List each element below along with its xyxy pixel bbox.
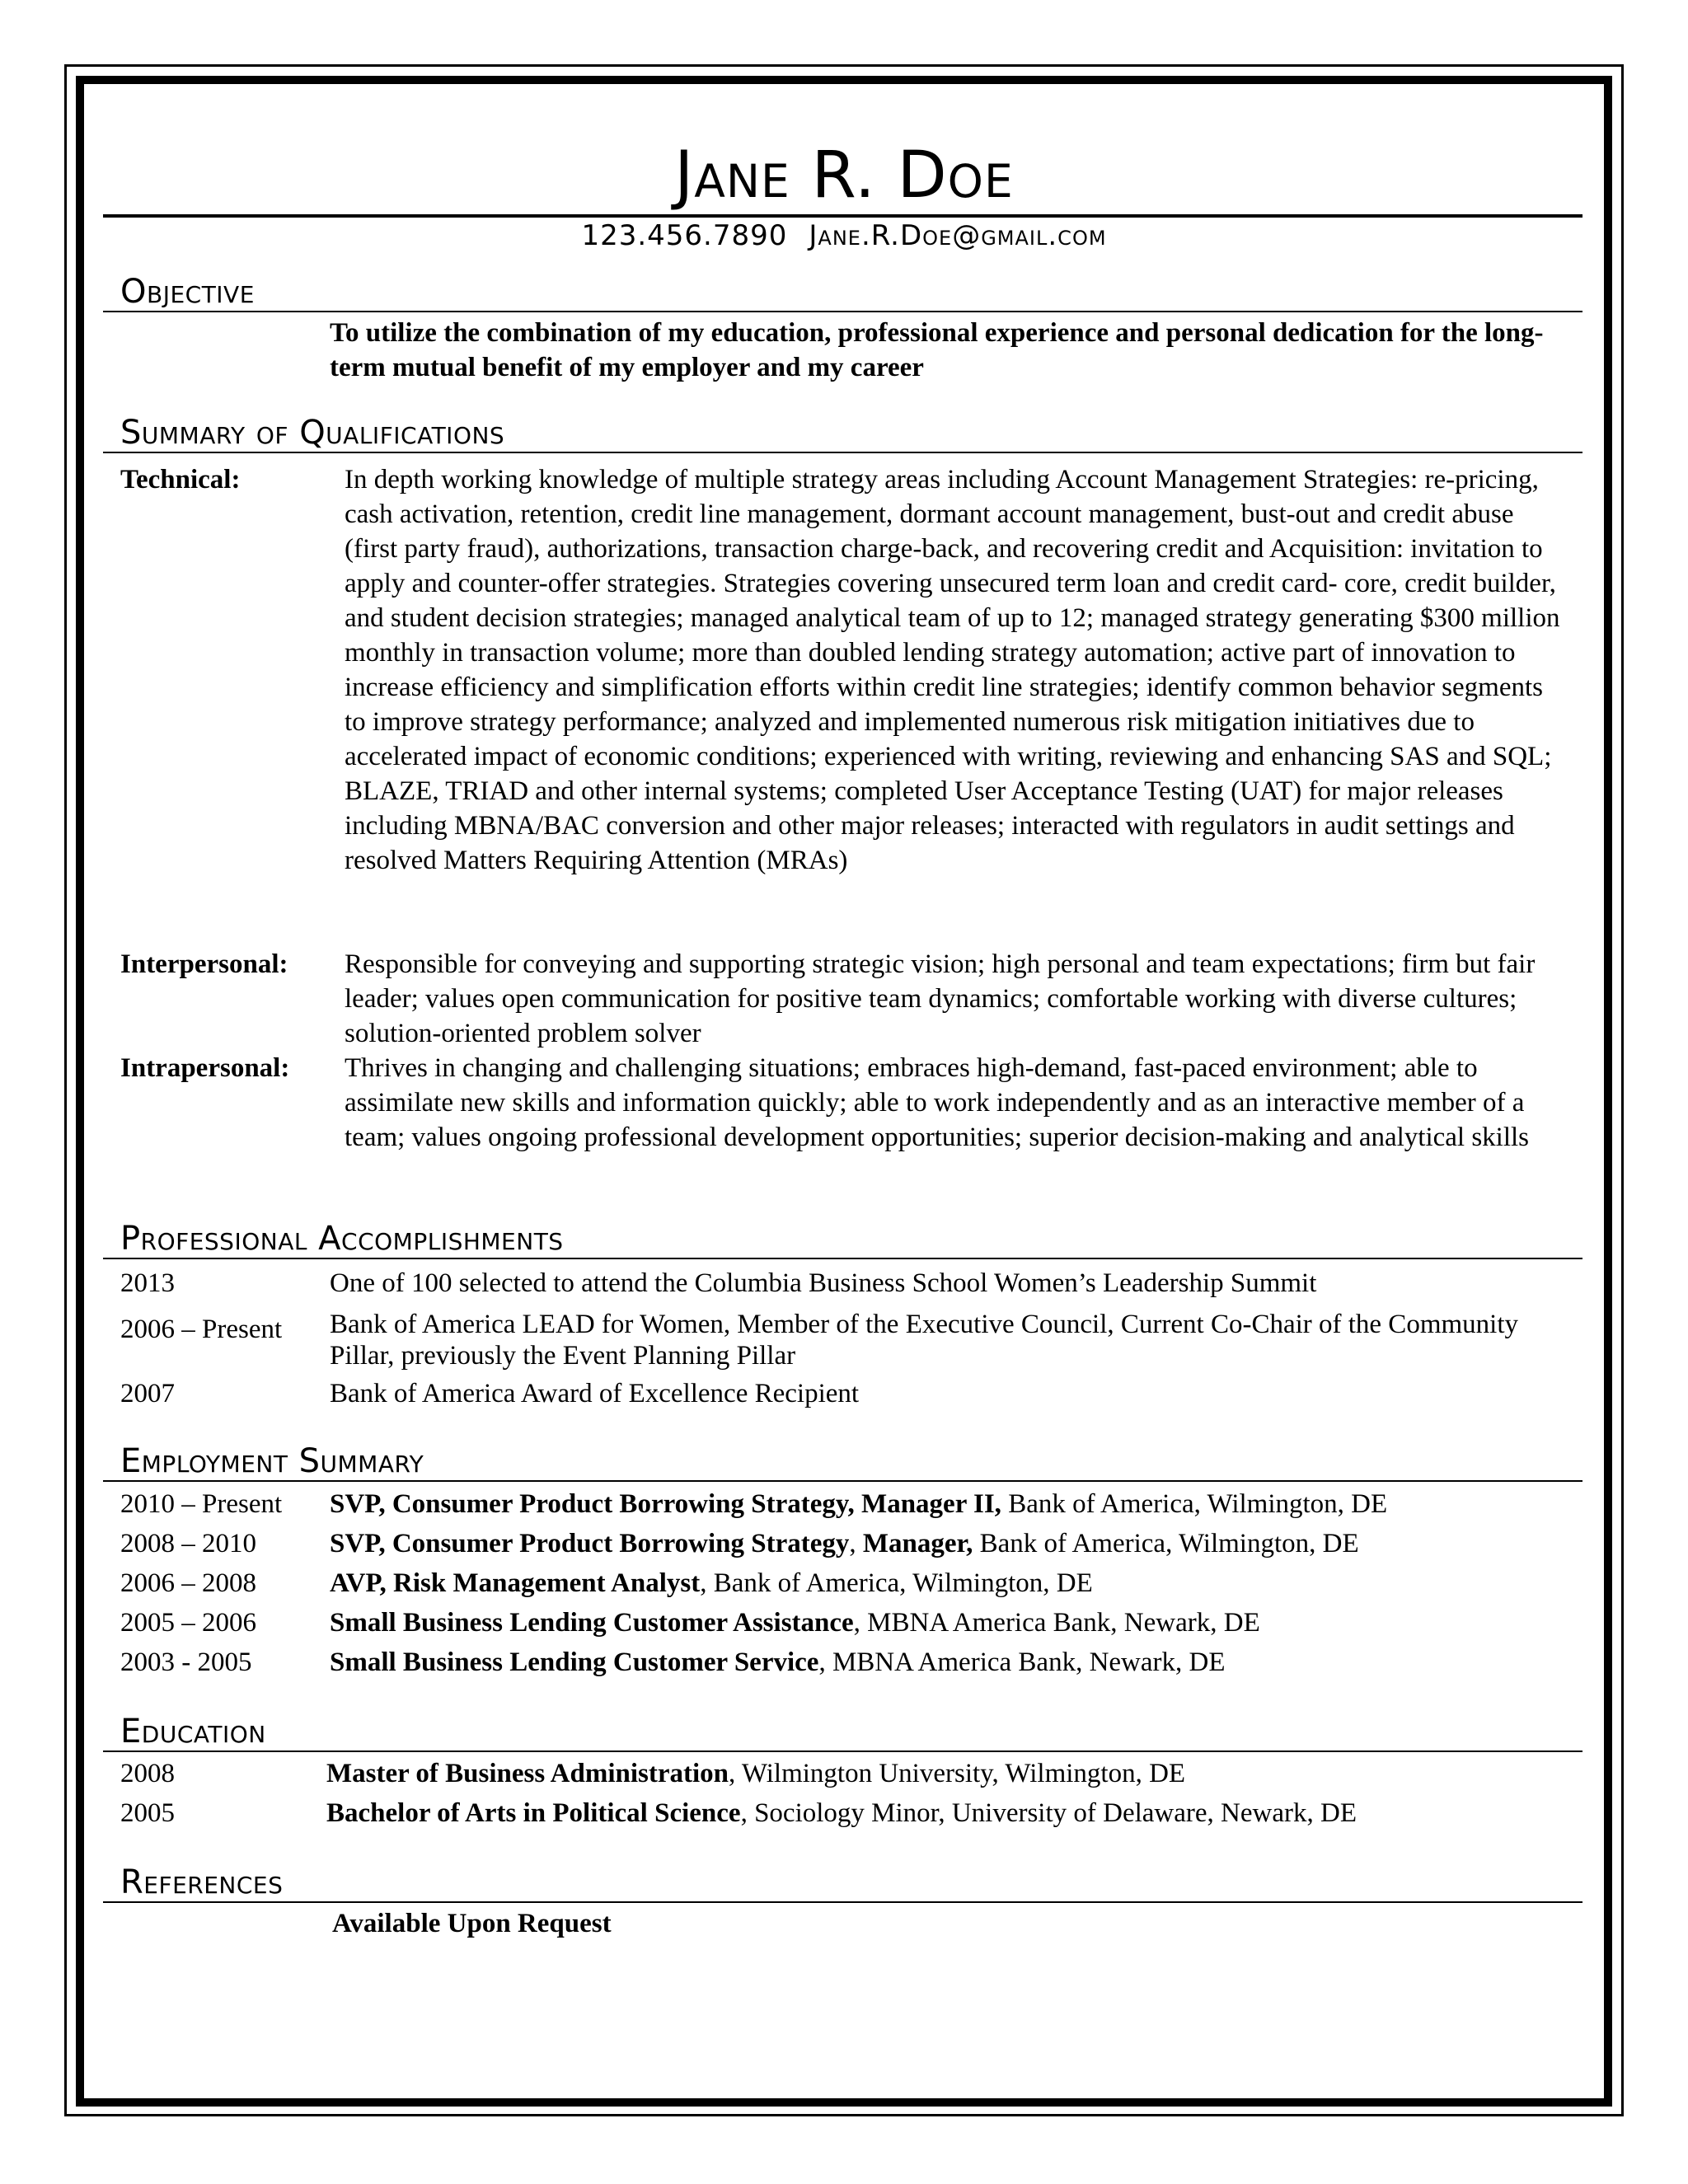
- employment-years: 2008 – 2010: [120, 1529, 256, 1558]
- education-year: 2005: [120, 1798, 175, 1828]
- employment-entry: [330, 1487, 1582, 1521]
- qual-label-technical: Technical:: [120, 465, 241, 494]
- employment-entry: [330, 1605, 1582, 1640]
- objective-divider: [103, 311, 1582, 312]
- employment-entry: [330, 1645, 1582, 1680]
- name-divider: [103, 214, 1582, 218]
- employment-employer: , MBNA America Bank, Newark, DE: [818, 1647, 1226, 1677]
- education-entry: [326, 1796, 1579, 1830]
- education-school: , Wilmington University, Wilmington, DE: [729, 1759, 1186, 1788]
- education-degree: Bachelor of Arts in Political Science: [326, 1798, 741, 1828]
- objective-text: To utilize the combination of my education, professional experience and personal dedication for the long-term mutual benefit of my employer and my career: [330, 318, 1544, 382]
- accomplishment-year: 2006 – Present: [120, 1315, 283, 1344]
- resume-name: Jane R. Doe: [674, 138, 1014, 213]
- education-heading: Education: [120, 1713, 266, 1750]
- employment-employer: Bank of America, Wilmington, DE: [1001, 1489, 1388, 1519]
- qual-label-intrapersonal: Intrapersonal:: [120, 1053, 290, 1083]
- accomplishment-text: Bank of America Award of Excellence Recipient: [330, 1379, 860, 1408]
- employment-role: SVP, Consumer Product Borrowing Strategy: [330, 1529, 850, 1558]
- email: Jane.R.Doe@gmail.com: [809, 219, 1107, 252]
- references-text: Available Upon Request: [332, 1909, 612, 1938]
- contact-line: [0, 219, 1688, 252]
- employment-employer: Bank of America, Wilmington, DE: [973, 1529, 1359, 1558]
- employment-employer: , MBNA America Bank, Newark, DE: [853, 1608, 1260, 1638]
- accomplishment-year: 2007: [120, 1379, 175, 1408]
- phone: 123.456.7890: [581, 219, 788, 252]
- objective-heading: Objective: [120, 273, 255, 311]
- education-divider: [103, 1750, 1582, 1752]
- qual-text-intrapersonal: Thrives in changing and challenging situations; embraces high-demand, fast-paced environment; able to assimilate new skills and information quickly; able to work independently and as an interactive member of a team; values ongoing professional development opportunities; superior decision-making and analytical skills: [345, 1053, 1530, 1152]
- employment-role-level: Manager,: [862, 1529, 973, 1558]
- employment-heading: Employment Summary: [120, 1442, 424, 1480]
- employment-role: Small Business Lending Customer Assistance: [330, 1608, 854, 1638]
- qualifications-heading: Summary of Qualifications: [120, 414, 505, 452]
- employment-entry: [330, 1566, 1582, 1601]
- qual-text-technical: In depth working knowledge of multiple strategy areas including Account Management Strategies: re-pricing, cash activation, retention, credit line management, dormant account management, bust-out and credit abuse (first party fraud), authorizations, transaction charge-back, and recovering credit and Acquisition: invitation to apply and counter-offer strategies. Strategies covering unsecured term loan and credit card- core, credit builder, and student decision strategies; managed analytical team of up to 12; managed strategy generating $300 million monthly in transaction volume; more than doubled lending strategy automation; active part of innovation to increase efficiency and simplification efforts within credit line strategies; identify common behavior segments to improve strategy performance; analyzed and implemented numerous risk mitigation initiatives due to accelerated impact of economic conditions; experienced with writing, reviewing and enhancing SAS and SQL; BLAZE, TRIAD and other internal systems; completed User Acceptance Testing (UAT) for major releases including MBNA/BAC conversion and other major releases; interacted with regulators in audit settings and resolved Matters Requiring Attention (MRAs): [345, 465, 1560, 875]
- accomplishments-heading: Professional Accomplishments: [120, 1220, 564, 1258]
- employment-divider: [103, 1480, 1582, 1482]
- employment-years: 2010 – Present: [120, 1489, 283, 1519]
- accomplishment-text: Bank of America LEAD for Women, Member of the Executive Council, Current Co-Chair of the Community Pillar, previously the Event Planning Pillar: [330, 1310, 1518, 1371]
- accomplishment-text: One of 100 selected to attend the Columbia Business School Women’s Leadership Summit: [330, 1268, 1317, 1298]
- accomplishments-divider: [103, 1258, 1582, 1259]
- education-degree: Master of Business Administration: [326, 1759, 729, 1788]
- employment-years: 2003 - 2005: [120, 1647, 252, 1677]
- education-entry: [326, 1756, 1579, 1791]
- accomplishment-year: 2013: [120, 1268, 175, 1298]
- employment-years: 2006 – 2008: [120, 1568, 256, 1598]
- employment-entry: SVP, Consumer Product Borrowing Strategy, Manager, Bank of America, Wilmington, DE: [330, 1529, 1359, 1558]
- references-divider: [103, 1901, 1582, 1903]
- qual-label-interpersonal: Interpersonal:: [120, 949, 288, 979]
- qual-text-interpersonal: Responsible for conveying and supporting strategic vision; high personal and team expectations; firm but fair leader; values open communication for positive team dynamics; comfortable working with diverse cultures; solution-oriented problem solver: [345, 949, 1536, 1048]
- references-heading: References: [120, 1863, 284, 1901]
- employment-role: SVP, Consumer Product Borrowing Strategy, Manager II,: [330, 1489, 1001, 1519]
- employment-employer: , Bank of America, Wilmington, DE: [700, 1568, 1093, 1598]
- employment-role: AVP, Risk Management Analyst: [330, 1568, 701, 1598]
- qualifications-divider: [103, 452, 1582, 453]
- education-year: 2008: [120, 1759, 175, 1788]
- employment-years: 2005 – 2006: [120, 1608, 256, 1638]
- employment-role: Small Business Lending Customer Service: [330, 1647, 819, 1677]
- education-school: , Sociology Minor, University of Delaware, Newark, DE: [740, 1798, 1357, 1828]
